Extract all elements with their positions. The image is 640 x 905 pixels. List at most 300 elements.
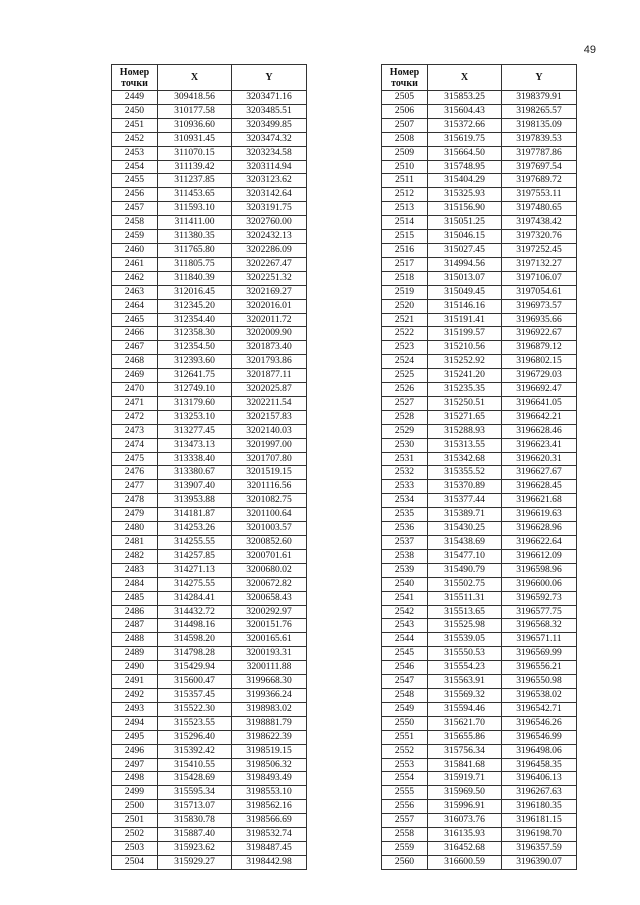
point-number-cell: 2452 — [112, 132, 158, 146]
y-cell: 3196922.67 — [502, 327, 577, 341]
table-row — [382, 744, 577, 758]
table-row — [112, 118, 307, 132]
x-cell: 315600.47 — [158, 675, 232, 689]
x-cell: 310936.60 — [158, 118, 232, 132]
table-row — [112, 480, 307, 494]
point-number-cell: 2533 — [382, 480, 428, 494]
y-cell: 3201519.15 — [232, 466, 307, 480]
table-header-row — [382, 65, 577, 91]
point-number-cell: 2488 — [112, 633, 158, 647]
y-cell: 3196598.96 — [502, 563, 577, 577]
page-number: 49 — [583, 44, 596, 56]
y-cell: 3196180.35 — [502, 800, 577, 814]
point-number-cell: 2481 — [112, 536, 158, 550]
point-number-cell: 2551 — [382, 730, 428, 744]
y-cell: 3198566.69 — [232, 814, 307, 828]
table-row — [382, 91, 577, 105]
x-cell: 315392.42 — [158, 744, 232, 758]
table-row — [382, 549, 577, 563]
point-number-cell: 2478 — [112, 494, 158, 508]
point-number-cell: 2532 — [382, 466, 428, 480]
y-cell: 3202432.13 — [232, 230, 307, 244]
y-cell: 3203191.75 — [232, 202, 307, 216]
y-cell: 3200701.61 — [232, 549, 307, 563]
table-row — [382, 285, 577, 299]
y-cell: 3200292.97 — [232, 605, 307, 619]
y-cell: 3202760.00 — [232, 216, 307, 230]
y-cell: 3203114.94 — [232, 160, 307, 174]
point-number-cell: 2530 — [382, 438, 428, 452]
point-number-cell: 2472 — [112, 410, 158, 424]
point-number-cell: 2555 — [382, 786, 428, 800]
table-row — [112, 855, 307, 869]
table-row — [382, 424, 577, 438]
x-cell: 312354.50 — [158, 341, 232, 355]
x-cell: 313338.40 — [158, 452, 232, 466]
x-cell: 314257.85 — [158, 549, 232, 563]
x-cell: 315594.46 — [428, 702, 502, 716]
point-number-cell: 2500 — [112, 800, 158, 814]
x-cell: 315438.69 — [428, 536, 502, 550]
x-cell: 315013.07 — [428, 271, 502, 285]
point-number-cell: 2506 — [382, 104, 428, 118]
point-number-cell: 2528 — [382, 410, 428, 424]
table-row — [382, 188, 577, 202]
x-cell: 315996.91 — [428, 800, 502, 814]
x-cell: 311840.39 — [158, 271, 232, 285]
table-row — [382, 828, 577, 842]
x-cell: 313953.88 — [158, 494, 232, 508]
point-number-cell: 2483 — [112, 563, 158, 577]
x-cell: 316073.76 — [428, 814, 502, 828]
y-cell: 3203123.62 — [232, 174, 307, 188]
table-row — [382, 730, 577, 744]
x-cell: 315513.65 — [428, 605, 502, 619]
point-number-cell: 2507 — [382, 118, 428, 132]
y-cell: 3197438.42 — [502, 216, 577, 230]
y-cell: 3202211.54 — [232, 396, 307, 410]
y-cell: 3196621.68 — [502, 494, 577, 508]
point-number-cell: 2516 — [382, 243, 428, 257]
x-cell: 315377.44 — [428, 494, 502, 508]
y-cell: 3196627.67 — [502, 466, 577, 480]
y-cell: 3196198.70 — [502, 828, 577, 842]
x-cell: 315313.55 — [428, 438, 502, 452]
y-cell: 3197689.72 — [502, 174, 577, 188]
y-cell: 3201116.56 — [232, 480, 307, 494]
y-cell: 3198881.79 — [232, 716, 307, 730]
point-number-cell: 2519 — [382, 285, 428, 299]
header-x: X — [428, 65, 502, 91]
x-cell: 314284.41 — [158, 591, 232, 605]
point-number-cell: 2541 — [382, 591, 428, 605]
table-row — [112, 104, 307, 118]
point-number-cell: 2545 — [382, 647, 428, 661]
x-cell: 315511.31 — [428, 591, 502, 605]
table-row — [382, 688, 577, 702]
point-number-cell: 2469 — [112, 369, 158, 383]
x-cell: 313277.45 — [158, 424, 232, 438]
y-cell: 3196546.26 — [502, 716, 577, 730]
point-number-cell: 2549 — [382, 702, 428, 716]
x-cell: 313179.60 — [158, 396, 232, 410]
point-number-cell: 2490 — [112, 661, 158, 675]
y-cell: 3202267.47 — [232, 257, 307, 271]
table-row — [382, 216, 577, 230]
point-number-cell: 2465 — [112, 313, 158, 327]
x-cell: 315853.25 — [428, 91, 502, 105]
x-cell: 315252.92 — [428, 355, 502, 369]
y-cell: 3196642.21 — [502, 410, 577, 424]
point-number-cell: 2522 — [382, 327, 428, 341]
point-number-cell: 2482 — [112, 549, 158, 563]
point-number-cell: 2453 — [112, 146, 158, 160]
x-cell: 315523.55 — [158, 716, 232, 730]
table-row — [382, 313, 577, 327]
table-row — [112, 828, 307, 842]
y-cell: 3196692.47 — [502, 383, 577, 397]
y-cell: 3196973.57 — [502, 299, 577, 313]
x-cell: 315370.89 — [428, 480, 502, 494]
table-row — [382, 619, 577, 633]
table-row — [112, 647, 307, 661]
y-cell: 3200852.60 — [232, 536, 307, 550]
table-row — [382, 257, 577, 271]
y-cell: 3196458.35 — [502, 758, 577, 772]
y-cell: 3197553.11 — [502, 188, 577, 202]
point-number-cell: 2468 — [112, 355, 158, 369]
table-row — [112, 355, 307, 369]
y-cell: 3196592.73 — [502, 591, 577, 605]
header-point-number: Номер точки — [112, 65, 158, 91]
x-cell: 312393.60 — [158, 355, 232, 369]
table-row — [112, 243, 307, 257]
y-cell: 3203234.58 — [232, 146, 307, 160]
y-cell: 3198506.32 — [232, 758, 307, 772]
x-cell: 311237.85 — [158, 174, 232, 188]
table-row — [112, 814, 307, 828]
point-number-cell: 2534 — [382, 494, 428, 508]
x-cell: 311453.65 — [158, 188, 232, 202]
point-number-cell: 2449 — [112, 91, 158, 105]
table-row — [382, 800, 577, 814]
table-row — [112, 216, 307, 230]
table-row — [112, 466, 307, 480]
y-cell: 3201873.40 — [232, 341, 307, 355]
table-row — [382, 841, 577, 855]
point-number-cell: 2466 — [112, 327, 158, 341]
x-cell: 312749.10 — [158, 383, 232, 397]
point-number-cell: 2462 — [112, 271, 158, 285]
table-row — [112, 758, 307, 772]
table-row — [382, 271, 577, 285]
x-cell: 315430.25 — [428, 522, 502, 536]
coordinates-table-left — [111, 64, 307, 870]
x-cell: 315027.45 — [428, 243, 502, 257]
y-cell: 3201003.57 — [232, 522, 307, 536]
table-row — [112, 633, 307, 647]
table-row — [112, 744, 307, 758]
point-number-cell: 2517 — [382, 257, 428, 271]
point-number-cell: 2552 — [382, 744, 428, 758]
table-row — [112, 841, 307, 855]
y-cell: 3196550.98 — [502, 675, 577, 689]
point-number-cell: 2556 — [382, 800, 428, 814]
point-number-cell: 2498 — [112, 772, 158, 786]
table-row — [112, 452, 307, 466]
point-number-cell: 2527 — [382, 396, 428, 410]
point-number-cell: 2458 — [112, 216, 158, 230]
point-number-cell: 2509 — [382, 146, 428, 160]
point-number-cell: 2558 — [382, 828, 428, 842]
table-row — [382, 341, 577, 355]
x-cell: 316600.59 — [428, 855, 502, 869]
table-row — [382, 508, 577, 522]
x-cell: 311411.00 — [158, 216, 232, 230]
x-cell: 314275.55 — [158, 577, 232, 591]
point-number-cell: 2487 — [112, 619, 158, 633]
y-cell: 3196556.21 — [502, 661, 577, 675]
point-number-cell: 2480 — [112, 522, 158, 536]
point-number-cell: 2494 — [112, 716, 158, 730]
x-cell: 315655.86 — [428, 730, 502, 744]
point-number-cell: 2523 — [382, 341, 428, 355]
point-number-cell: 2537 — [382, 536, 428, 550]
table-row — [382, 146, 577, 160]
table-row — [112, 536, 307, 550]
x-cell: 315477.10 — [428, 549, 502, 563]
x-cell: 315429.94 — [158, 661, 232, 675]
table-row — [112, 716, 307, 730]
y-cell: 3198379.91 — [502, 91, 577, 105]
y-cell: 3198562.16 — [232, 800, 307, 814]
x-cell: 314271.13 — [158, 563, 232, 577]
x-cell: 315502.75 — [428, 577, 502, 591]
y-cell: 3198519.15 — [232, 744, 307, 758]
x-cell: 311765.80 — [158, 243, 232, 257]
table-row — [382, 369, 577, 383]
point-number-cell: 2461 — [112, 257, 158, 271]
table-row — [382, 299, 577, 313]
point-number-cell: 2559 — [382, 841, 428, 855]
y-cell: 3196628.45 — [502, 480, 577, 494]
x-cell: 309418.56 — [158, 91, 232, 105]
y-cell: 3196600.06 — [502, 577, 577, 591]
header-point-number: Номер точки — [382, 65, 428, 91]
point-number-cell: 2542 — [382, 605, 428, 619]
x-cell: 315410.55 — [158, 758, 232, 772]
point-number-cell: 2475 — [112, 452, 158, 466]
y-cell: 3197787.86 — [502, 146, 577, 160]
y-cell: 3196612.09 — [502, 549, 577, 563]
y-cell: 3198532.74 — [232, 828, 307, 842]
x-cell: 313907.40 — [158, 480, 232, 494]
y-cell: 3200151.76 — [232, 619, 307, 633]
y-cell: 3196577.75 — [502, 605, 577, 619]
point-number-cell: 2553 — [382, 758, 428, 772]
point-number-cell: 2510 — [382, 160, 428, 174]
point-number-cell: 2535 — [382, 508, 428, 522]
x-cell: 315428.69 — [158, 772, 232, 786]
table-row — [112, 702, 307, 716]
table-row — [382, 383, 577, 397]
table-row — [382, 647, 577, 661]
table-row — [112, 174, 307, 188]
point-number-cell: 2457 — [112, 202, 158, 216]
point-number-cell: 2455 — [112, 174, 158, 188]
table-row — [112, 772, 307, 786]
y-cell: 3196181.15 — [502, 814, 577, 828]
point-number-cell: 2539 — [382, 563, 428, 577]
x-cell: 313253.10 — [158, 410, 232, 424]
table-row — [112, 522, 307, 536]
table-row — [112, 688, 307, 702]
table-row — [382, 675, 577, 689]
y-cell: 3200672.82 — [232, 577, 307, 591]
table-row — [112, 730, 307, 744]
y-cell: 3198442.98 — [232, 855, 307, 869]
y-cell: 3196498.06 — [502, 744, 577, 758]
table-row — [382, 132, 577, 146]
y-cell: 3196622.64 — [502, 536, 577, 550]
y-cell: 3197054.61 — [502, 285, 577, 299]
x-cell: 315887.40 — [158, 828, 232, 842]
y-cell: 3196571.11 — [502, 633, 577, 647]
table-row — [382, 855, 577, 869]
y-cell: 3196538.02 — [502, 688, 577, 702]
y-cell: 3202157.83 — [232, 410, 307, 424]
x-cell: 315296.40 — [158, 730, 232, 744]
point-number-cell: 2504 — [112, 855, 158, 869]
x-cell: 314498.16 — [158, 619, 232, 633]
x-cell: 315919.71 — [428, 772, 502, 786]
point-number-cell: 2518 — [382, 271, 428, 285]
x-cell: 315522.30 — [158, 702, 232, 716]
table-row — [112, 257, 307, 271]
header-y: Y — [502, 65, 577, 91]
y-cell: 3202016.01 — [232, 299, 307, 313]
table-row — [112, 327, 307, 341]
header-x: X — [158, 65, 232, 91]
point-number-cell: 2531 — [382, 452, 428, 466]
y-cell: 3197480.65 — [502, 202, 577, 216]
point-number-cell: 2550 — [382, 716, 428, 730]
y-cell: 3200165.61 — [232, 633, 307, 647]
table-row — [382, 758, 577, 772]
table-row — [382, 772, 577, 786]
x-cell: 315830.78 — [158, 814, 232, 828]
x-cell: 315046.15 — [428, 230, 502, 244]
point-number-cell: 2497 — [112, 758, 158, 772]
point-number-cell: 2460 — [112, 243, 158, 257]
x-cell: 311805.75 — [158, 257, 232, 271]
point-number-cell: 2524 — [382, 355, 428, 369]
y-cell: 3202011.72 — [232, 313, 307, 327]
y-cell: 3201877.11 — [232, 369, 307, 383]
point-number-cell: 2473 — [112, 424, 158, 438]
point-number-cell: 2493 — [112, 702, 158, 716]
point-number-cell: 2474 — [112, 438, 158, 452]
x-cell: 315554.23 — [428, 661, 502, 675]
x-cell: 311593.10 — [158, 202, 232, 216]
x-cell: 314994.56 — [428, 257, 502, 271]
point-number-cell: 2514 — [382, 216, 428, 230]
point-number-cell: 2560 — [382, 855, 428, 869]
table-row — [382, 814, 577, 828]
x-cell: 315235.35 — [428, 383, 502, 397]
x-cell: 314255.55 — [158, 536, 232, 550]
point-number-cell: 2525 — [382, 369, 428, 383]
point-number-cell: 2484 — [112, 577, 158, 591]
point-number-cell: 2499 — [112, 786, 158, 800]
point-number-cell: 2557 — [382, 814, 428, 828]
x-cell: 315969.50 — [428, 786, 502, 800]
x-cell: 315929.27 — [158, 855, 232, 869]
x-cell: 312641.75 — [158, 369, 232, 383]
table-row — [112, 605, 307, 619]
table-row — [382, 243, 577, 257]
table-row — [382, 605, 577, 619]
table-row — [112, 396, 307, 410]
point-number-cell: 2467 — [112, 341, 158, 355]
point-number-cell: 2521 — [382, 313, 428, 327]
point-number-cell: 2547 — [382, 675, 428, 689]
y-cell: 3201100.64 — [232, 508, 307, 522]
y-cell: 3201082.75 — [232, 494, 307, 508]
table-row — [112, 341, 307, 355]
y-cell: 3196729.03 — [502, 369, 577, 383]
x-cell: 315241.20 — [428, 369, 502, 383]
table-row — [112, 285, 307, 299]
table-row — [112, 146, 307, 160]
table-row — [382, 327, 577, 341]
point-number-cell: 2456 — [112, 188, 158, 202]
y-cell: 3203471.16 — [232, 91, 307, 105]
table-row — [112, 661, 307, 675]
y-cell: 3199366.24 — [232, 688, 307, 702]
table-row — [382, 355, 577, 369]
y-cell: 3203485.51 — [232, 104, 307, 118]
x-cell: 316135.93 — [428, 828, 502, 842]
point-number-cell: 2496 — [112, 744, 158, 758]
table-row — [112, 424, 307, 438]
x-cell: 314181.87 — [158, 508, 232, 522]
y-cell: 3200193.31 — [232, 647, 307, 661]
table-row — [382, 202, 577, 216]
point-number-cell: 2470 — [112, 383, 158, 397]
point-number-cell: 2492 — [112, 688, 158, 702]
table-header-row — [112, 65, 307, 91]
x-cell: 316452.68 — [428, 841, 502, 855]
y-cell: 3196406.13 — [502, 772, 577, 786]
y-cell: 3198622.39 — [232, 730, 307, 744]
y-cell: 3197697.54 — [502, 160, 577, 174]
table-row — [112, 577, 307, 591]
table-row — [382, 438, 577, 452]
point-number-cell: 2515 — [382, 230, 428, 244]
table-row — [382, 522, 577, 536]
x-cell: 314598.20 — [158, 633, 232, 647]
y-cell: 3196935.66 — [502, 313, 577, 327]
point-number-cell: 2459 — [112, 230, 158, 244]
table-row — [382, 702, 577, 716]
y-cell: 3200658.43 — [232, 591, 307, 605]
x-cell: 315210.56 — [428, 341, 502, 355]
table-row — [382, 466, 577, 480]
table-row — [112, 188, 307, 202]
x-cell: 315923.62 — [158, 841, 232, 855]
point-number-cell: 2451 — [112, 118, 158, 132]
